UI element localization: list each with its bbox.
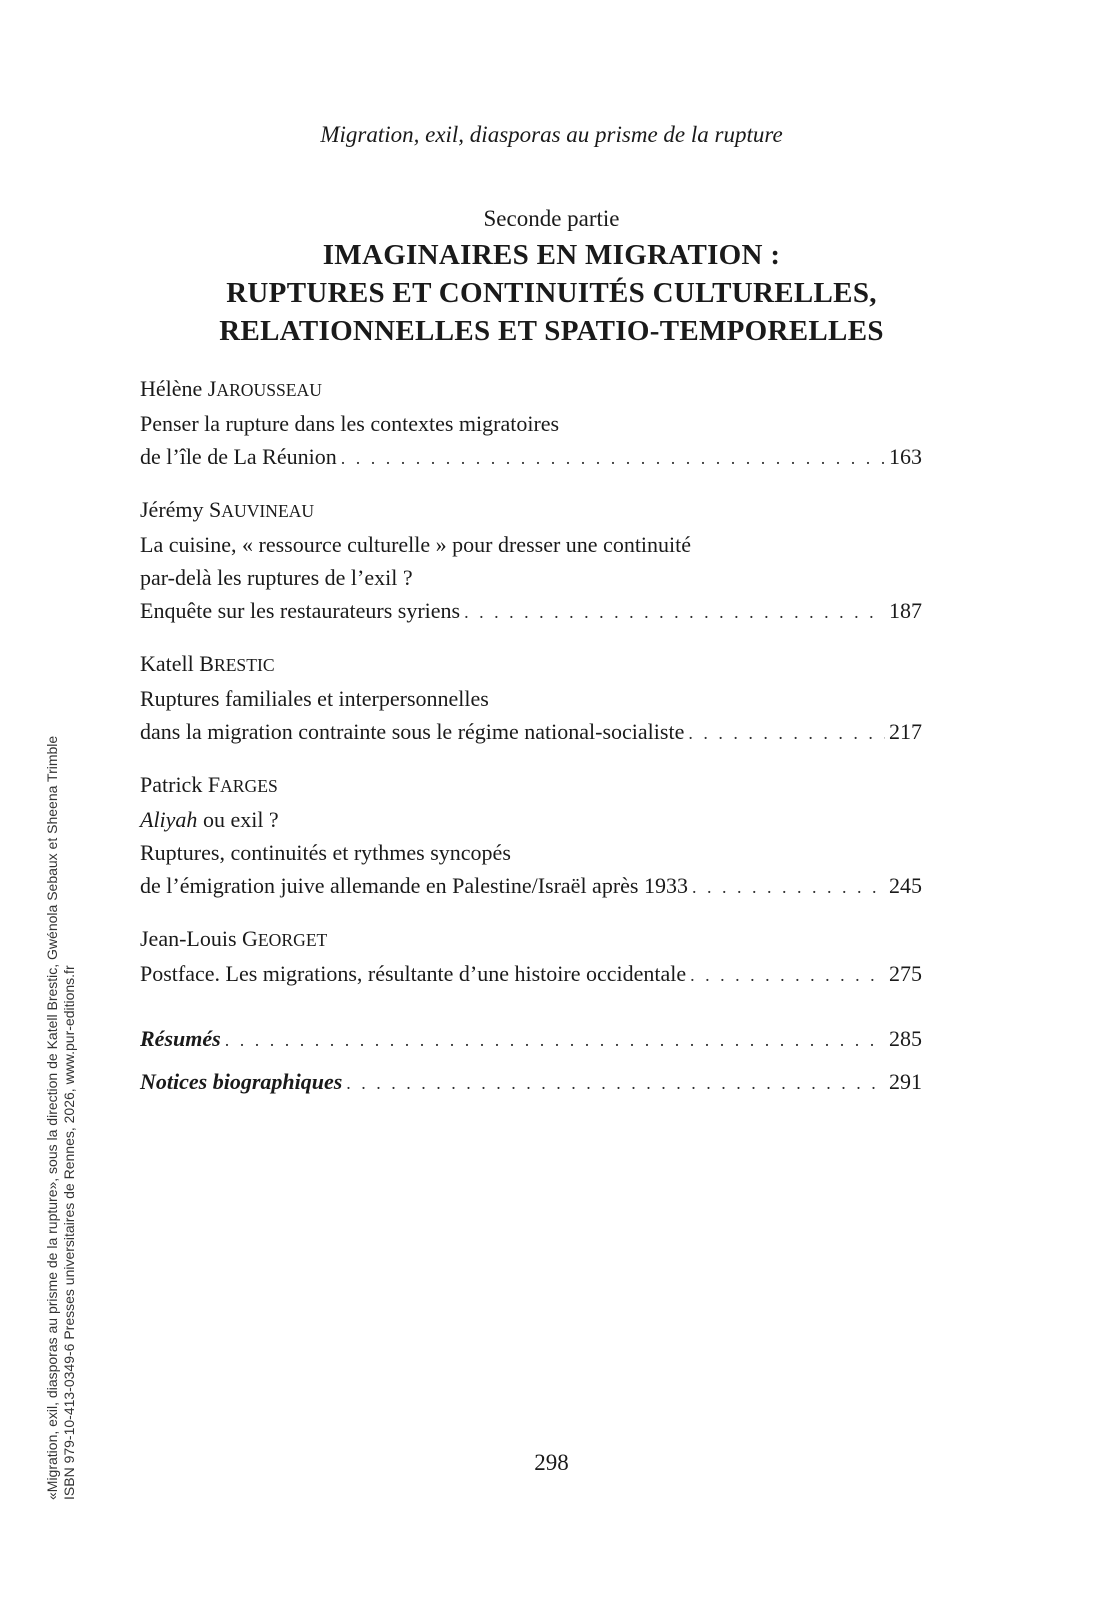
entry-title-last-line: de l’île de La Réunion . . . 163 <box>140 440 922 475</box>
toc-entry[interactable] <box>140 647 922 750</box>
entry-title-line: Ruptures, continuités et rythmes syncopés <box>140 840 511 865</box>
toc-extra-notices[interactable]: Notices biographiques . . . 291 <box>140 1065 922 1100</box>
leader-dots <box>692 871 885 904</box>
side-copyright-note <box>44 736 78 1500</box>
entry-title-last-line: Enquête sur les restaurateurs syriens . . . 187 <box>140 594 922 629</box>
part-title-line: RELATIONNELLES ET SPATIO-TEMPORELLES <box>219 315 884 347</box>
entry-author: Patrick FARGES <box>140 772 278 797</box>
leader-dots <box>341 442 885 475</box>
leader-dots <box>464 596 885 629</box>
entry-title-last-line: de l’émigration juive allemande en Palestine/Israël après 1933 . . . 245 <box>140 869 922 904</box>
part-title-line: RUPTURES ET CONTINUITÉS CULTURELLES, <box>226 277 877 309</box>
side-note-line: «Migration, exil, diasporas au prisme de la rupture», sous la direction de Katell Brestic, Gwénola Sebaux et Sheena Trimble <box>44 735 60 1500</box>
entry-page-number: 291 <box>889 1069 922 1094</box>
page-number: 298 <box>534 1450 569 1475</box>
toc-entry[interactable] <box>140 493 922 629</box>
entry-page-number: 187 <box>889 598 922 623</box>
table-of-contents <box>140 372 922 1108</box>
toc-extras <box>140 1022 922 1100</box>
leader-dots <box>690 959 885 992</box>
toc-entry[interactable] <box>140 372 922 475</box>
entry-title-line: Aliyah ou exil ? <box>140 807 279 832</box>
entry-title-line: Penser la rupture dans les contextes migratoires <box>140 411 560 436</box>
entry-title-last-line: Postface. Les migrations, résultante d’une histoire occidentale . . . 275 <box>140 957 922 992</box>
part-label: Seconde partie <box>483 206 620 231</box>
side-note-line: ISBN 979-10-413-0349-6 Presses universitaires de Rennes, 2026, www.pur-editions.fr <box>61 965 77 1500</box>
running-head: Migration, exil, diasporas au prisme de la rupture <box>320 122 783 147</box>
part-title <box>0 236 1103 350</box>
toc-entry[interactable] <box>140 768 922 904</box>
entry-page-number: 275 <box>889 961 922 986</box>
entry-author: Hélène JAROUSSEAU <box>140 376 322 401</box>
entry-author: Katell BRESTIC <box>140 651 275 676</box>
entry-author: Jean-Louis GEORGET <box>140 926 328 951</box>
entry-author: Jérémy SAUVINEAU <box>140 497 315 522</box>
entry-page-number: 245 <box>889 873 922 898</box>
leader-dots <box>346 1067 885 1100</box>
entry-page-number: 285 <box>889 1026 922 1051</box>
toc-entry[interactable] <box>140 922 922 992</box>
entry-title-line: La cuisine, « ressource culturelle » pour dresser une continuité <box>140 532 692 557</box>
leader-dots <box>688 717 885 750</box>
entry-title-last-line: dans la migration contrainte sous le régime national-socialiste . . . 217 <box>140 715 922 750</box>
part-title-line: IMAGINAIRES EN MIGRATION : <box>322 239 781 271</box>
entry-title-line: Ruptures familiales et interpersonnelles <box>140 686 489 711</box>
entry-title-line: par-delà les ruptures de l’exil ? <box>140 565 413 590</box>
entry-page-number: 217 <box>889 719 922 744</box>
leader-dots <box>225 1024 885 1057</box>
toc-extra-resumes[interactable]: Résumés . . . 285 <box>140 1022 922 1057</box>
entry-page-number: 163 <box>889 444 922 469</box>
